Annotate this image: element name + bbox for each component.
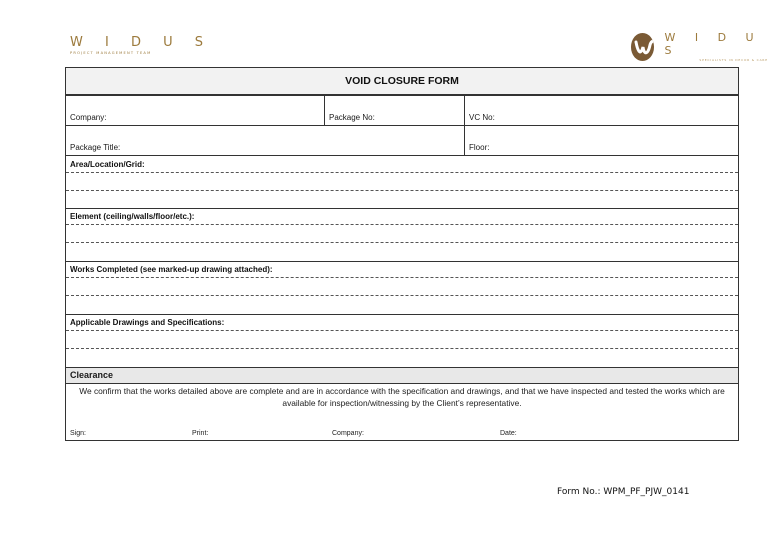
drawings-line-2[interactable] xyxy=(66,348,738,349)
sign-label: Sign: xyxy=(70,430,86,437)
section-divider xyxy=(66,314,738,315)
package-title-label: Package Title: xyxy=(70,143,121,152)
print-label: Print: xyxy=(192,430,209,437)
form-number: Form No.: WPM_PF_PJW_0141 xyxy=(557,487,690,497)
works-completed-label: Works Completed (see marked-up drawing attached): xyxy=(70,265,273,274)
logo-right-wordmark: W I D U S xyxy=(664,31,762,57)
area-location-grid-label: Area/Location/Grid: xyxy=(70,160,145,169)
logo-mark-icon xyxy=(631,33,654,61)
company-logo-right xyxy=(631,31,768,62)
package-no-label: Package No: xyxy=(329,113,375,122)
vc-no-label: VC No: xyxy=(469,113,495,122)
signature-company-label: Company: xyxy=(332,430,364,437)
drawings-line-1[interactable] xyxy=(66,330,738,331)
date-label: Date: xyxy=(500,430,517,437)
logo-right-tagline: SPECIALISTS IN DECOR & CARE xyxy=(699,58,768,62)
void-closure-form xyxy=(65,67,739,441)
drawings-specs-label: Applicable Drawings and Specifications: xyxy=(70,318,225,327)
section-divider xyxy=(66,261,738,262)
section-divider xyxy=(66,208,738,209)
vc-no-field[interactable] xyxy=(464,96,738,125)
form-row-package-title xyxy=(66,126,738,156)
area-line-1[interactable] xyxy=(66,172,738,173)
logo-left-wordmark: W I D U S xyxy=(70,35,212,50)
company-logo-left xyxy=(70,35,212,55)
clearance-statement: We confirm that the works detailed above are complete and are in accordance with the specification and drawings, and that we have inspected and tested the works which are available for inspection/witnessing by the Client’s representative. xyxy=(79,386,725,408)
works-line-1[interactable] xyxy=(66,277,738,278)
element-line-2[interactable] xyxy=(66,242,738,243)
floor-field[interactable] xyxy=(464,126,738,155)
element-line-1[interactable] xyxy=(66,224,738,225)
clearance-heading: Clearance xyxy=(66,367,738,384)
logo-left-tagline: PROJECT MANAGEMENT TEAM xyxy=(70,51,152,55)
package-no-field[interactable] xyxy=(324,96,464,125)
form-row-company xyxy=(66,96,738,126)
company-label: Company: xyxy=(70,113,107,122)
works-line-2[interactable] xyxy=(66,295,738,296)
floor-label: Floor: xyxy=(469,143,490,152)
package-title-field[interactable] xyxy=(66,126,464,155)
element-label: Element (ceiling/walls/floor/etc.): xyxy=(70,212,195,221)
area-line-2[interactable] xyxy=(66,190,738,191)
form-title: VOID CLOSURE FORM xyxy=(66,68,738,96)
company-field[interactable] xyxy=(66,96,324,125)
